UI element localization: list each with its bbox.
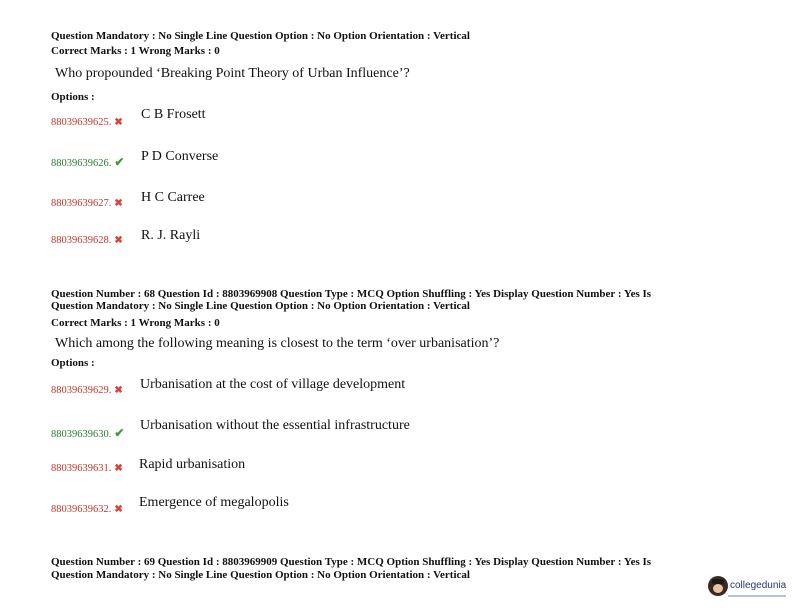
question-marks: Correct Marks : 1 Wrong Marks : 0 xyxy=(51,45,220,57)
option-id: 88039639628. ✖ xyxy=(51,235,123,246)
option-text: R. J. Rayli xyxy=(141,228,201,243)
option-text: Urbanisation at the cost of village development xyxy=(140,377,406,392)
option-text: Emergence of megalopolis xyxy=(139,495,289,510)
option-id: 88039639631. ✖ xyxy=(51,463,123,474)
question-header-mandatory: Question Mandatory : No Single Line Question Option : No Option Orientation : Vertical xyxy=(51,300,470,312)
logo-text: collegedunia xyxy=(730,580,787,591)
question-header-mandatory: Question Mandatory : No Single Line Question Option : No Option Orientation : Vertical xyxy=(51,569,470,581)
cross-icon: ✖ xyxy=(114,385,123,396)
mascot-icon xyxy=(708,576,728,596)
question-text: Which among the following meaning is closest to the term ‘over urbanisation’? xyxy=(55,336,500,351)
option-text: H C Carree xyxy=(141,190,205,205)
question-header-number: Question Number : 69 Question Id : 8803969909 Question Type : MCQ Option Shuffling : Yes Display Question Number : Yes Is xyxy=(51,556,652,568)
logo-wordmark xyxy=(728,575,786,597)
option-text: Urbanisation without the essential infrastructure xyxy=(140,418,410,433)
check-icon: ✔ xyxy=(114,155,125,169)
collegedunia-logo xyxy=(708,575,786,597)
question-text: Who propounded ‘Breaking Point Theory of Urban Influence’? xyxy=(55,66,410,81)
option-text: P D Converse xyxy=(141,149,219,164)
options-label: Options : xyxy=(51,91,95,103)
question-header-mandatory: Question Mandatory : No Single Line Question Option : No Option Orientation : Vertical xyxy=(51,30,470,42)
option-text: C B Frosett xyxy=(141,107,206,122)
question-header-number: Question Number : 68 Question Id : 8803969908 Question Type : MCQ Option Shuffling : Yes Display Question Number : Yes Is xyxy=(51,288,652,300)
option-id: 88039639626. ✔ xyxy=(51,155,125,169)
option-id: 88039639627. ✖ xyxy=(51,198,123,209)
cross-icon: ✖ xyxy=(114,117,123,128)
option-id: 88039639632. ✖ xyxy=(51,504,123,515)
check-icon: ✔ xyxy=(114,426,125,440)
option-id: 88039639630. ✔ xyxy=(51,426,125,440)
option-id: 88039639629. ✖ xyxy=(51,385,123,396)
options-label: Options : xyxy=(51,357,95,369)
cross-icon: ✖ xyxy=(114,463,123,474)
cross-icon: ✖ xyxy=(114,235,123,246)
option-text: Rapid urbanisation xyxy=(139,457,246,472)
option-id: 88039639625. ✖ xyxy=(51,117,123,128)
logo-tagline-line xyxy=(728,595,786,597)
question-marks: Correct Marks : 1 Wrong Marks : 0 xyxy=(51,317,220,329)
cross-icon: ✖ xyxy=(114,504,123,515)
cross-icon: ✖ xyxy=(114,198,123,209)
